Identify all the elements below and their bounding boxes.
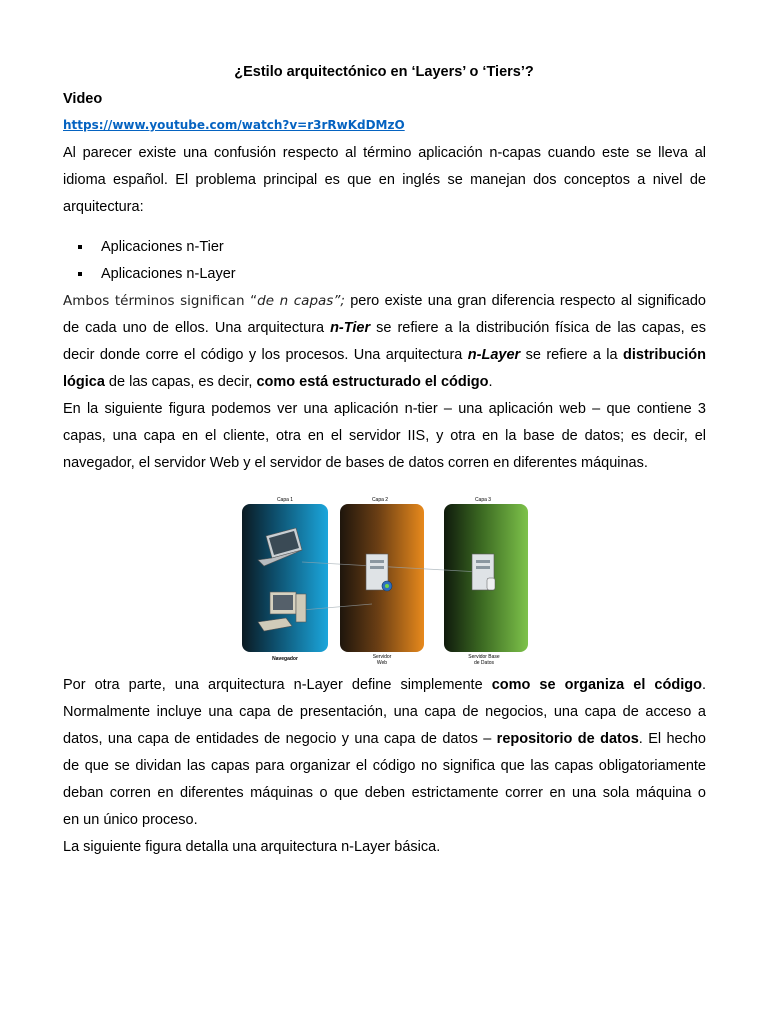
layer2-title: Capa 2 bbox=[371, 497, 389, 503]
web-server-icon bbox=[366, 554, 392, 591]
text-segment-bold: como se organiza el código bbox=[491, 677, 702, 693]
web-server-label: Servidor bbox=[372, 654, 392, 660]
text-segment: se refiere a la bbox=[520, 347, 624, 363]
ntier-figure bbox=[240, 494, 530, 670]
text-line: navegador, el servidor Web y el servidor de bases de datos corren en diferentes máquinas. bbox=[63, 455, 648, 471]
text-line: Al parecer existe una confusión respecto al término aplicación n-capas cuando este se lleva al bbox=[63, 145, 706, 161]
text-line bbox=[63, 369, 706, 396]
layer1-panel bbox=[242, 504, 328, 652]
text-segment-italic: de n capas”; bbox=[257, 293, 345, 309]
text-line: de que se dividan las capas para organizar el código no significa que las capas obligatoriamente bbox=[63, 758, 706, 774]
text-line bbox=[63, 288, 706, 315]
text-line bbox=[63, 342, 706, 369]
text-line: La siguiente figura detalla una arquitectura n-Layer básica. bbox=[63, 839, 441, 855]
text-segment: . bbox=[701, 677, 706, 693]
ntier-paragraph bbox=[63, 396, 706, 477]
text-segment: . bbox=[488, 374, 493, 390]
text-line bbox=[63, 726, 706, 753]
database-server-label: Servidor Base bbox=[468, 654, 500, 660]
text-segment: decir donde corre el código y los procesos. Una arquitectura bbox=[63, 347, 468, 363]
text-line: En la siguiente figura podemos ver una aplicación n-tier – una aplicación web – que contiene 3 bbox=[63, 401, 706, 417]
text-segment-bold: lógica bbox=[63, 374, 105, 390]
text-line: Normalmente incluye una capa de presentación, una capa de negocios, una capa de acceso a bbox=[63, 704, 706, 720]
text-segment-bold-italic: n-Tier bbox=[330, 320, 371, 336]
text-line: arquitectura: bbox=[63, 199, 144, 215]
text-segment-bold: como está estructurado el código bbox=[256, 374, 489, 390]
text-segment: pero existe una gran diferencia respecto al significado bbox=[344, 293, 706, 309]
text-line: idioma español. El problema principal es que en inglés se manejan dos conceptos a nivel de bbox=[63, 172, 706, 188]
nlayer-paragraph bbox=[63, 672, 706, 834]
text-segment: . El hecho bbox=[638, 731, 706, 747]
text-segment: Por otra parte, una arquitectura n-Layer define simplemente bbox=[63, 677, 492, 693]
text-line: en un único proceso. bbox=[63, 812, 198, 828]
text-segment: se refiere a la distribución física de las capas, es bbox=[370, 320, 706, 336]
text-segment: de las capas, es decir, bbox=[104, 374, 257, 390]
text-segment: datos, una capa de entidades de negocio y una capa de datos – bbox=[63, 731, 497, 747]
layer1-title: Capa 1 bbox=[276, 497, 294, 503]
web-server-label: Web bbox=[376, 660, 388, 666]
intro-paragraph bbox=[63, 140, 706, 221]
list-item bbox=[63, 234, 236, 261]
video-heading: Video bbox=[63, 91, 103, 107]
browser-label: Navegador bbox=[272, 656, 298, 662]
list-item-label: Aplicaciones n-Tier bbox=[101, 239, 224, 255]
bullet-icon bbox=[78, 272, 82, 276]
text-segment-bold-italic: n-Layer bbox=[467, 347, 521, 363]
bullet-list bbox=[63, 234, 236, 288]
closing-paragraph bbox=[63, 834, 706, 861]
database-server-icon bbox=[472, 554, 495, 590]
list-item bbox=[63, 261, 236, 288]
database-server-label: de Datos bbox=[473, 660, 495, 666]
list-item-label: Aplicaciones n-Layer bbox=[101, 266, 236, 282]
text-line bbox=[63, 315, 706, 342]
text-line: capas, una capa en el cliente, otra en el servidor IIS, y otra en la base de datos; es decir, el bbox=[63, 428, 706, 444]
text-segment-bold: repositorio de datos bbox=[496, 731, 639, 747]
text-segment: de cada uno de ellos. Una arquitectura bbox=[63, 320, 331, 336]
page-title: ¿Estilo arquitectónico en ‘Layers’ o ‘Tiers’? bbox=[234, 64, 534, 80]
definition-paragraph bbox=[63, 288, 706, 396]
text-line bbox=[63, 672, 706, 699]
layer3-title: Capa 3 bbox=[474, 497, 492, 503]
text-line: deban corren en diferentes máquinas o que deben estrictamente correr en una sola máquina o bbox=[63, 785, 706, 801]
text-segment-bold: distribución bbox=[623, 347, 706, 363]
video-link[interactable]: https://www.youtube.com/watch?v=r3rRwKdDMzO bbox=[63, 118, 405, 132]
text-segment: Ambos términos significan “ bbox=[63, 293, 258, 309]
bullet-icon bbox=[78, 245, 82, 249]
